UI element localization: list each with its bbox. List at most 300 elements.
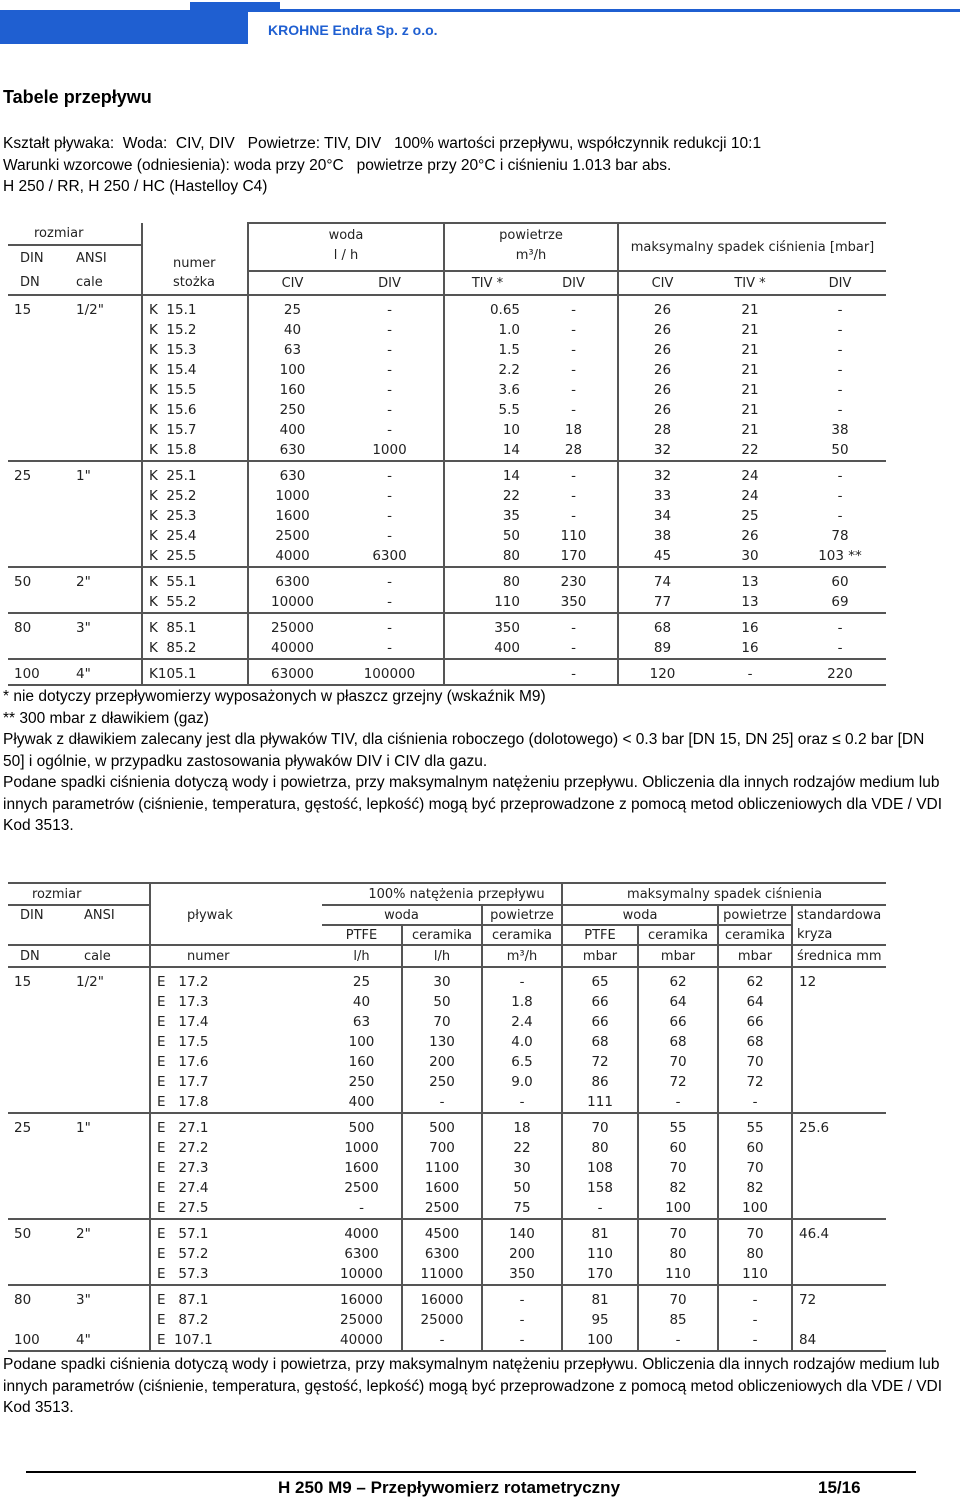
table-cell: 80: [444, 546, 530, 567]
note-line: Podane spadki ciśnienia dotyczą wody i powietrza, przy maksymalnym natężeniu przepływu. Obliczenia dla innych rodzajów medium lub innych parametrów (ciśnienie, temperatura, gęstość, lepkość) mogą być przeprowadzone z pomocą metod obliczeniowych dla VDE / VDI Kod 3513.: [3, 774, 943, 834]
table-cell: 3": [76, 620, 91, 636]
hdr-woda2: woda: [322, 905, 482, 925]
table-cell: 26: [618, 340, 706, 360]
table-cell: [70, 546, 142, 567]
table-cell: [8, 1264, 70, 1285]
table-cell: 4000: [248, 546, 336, 567]
table-cell: 110: [560, 528, 587, 544]
hdr-powietrze2: powietrze: [482, 905, 562, 925]
table-cell: 100: [348, 1034, 375, 1050]
table-cell: 70: [402, 1012, 482, 1032]
note-line: * nie dotyczy przepływomierzy wyposażonych w płaszcz grzejny (wskaźnik M9): [3, 688, 546, 705]
table-cell: E 17.4: [150, 1012, 322, 1032]
table-cell: -: [387, 488, 392, 504]
table-cell: 110: [718, 1264, 792, 1285]
table-cell: 140: [482, 1219, 562, 1244]
table-cell: [70, 400, 142, 420]
table-cell: 4": [70, 1330, 150, 1351]
table-cell: 32: [618, 461, 706, 486]
table-cell: [70, 360, 142, 380]
note-line: Pływak z dławikiem zalecany jest dla pływaków TIV, dla ciśnienia roboczego (dolotowego) < 0.3 bar [DN 15, DN 25] oraz ≤ 0.2 bar [DN 50] i ogólnie, w przypadku zastosowania pływaków DIV i CIV dla gazu.: [3, 731, 925, 770]
page-title: Tabele przepływu: [3, 87, 152, 107]
table-cell: [8, 380, 70, 400]
table-cell: -: [837, 382, 843, 398]
intro-line: Warunki wzorcowe (odniesienia): woda przy 20°C powietrze przy 20°C i ciśnieniu 1.013 bar abs.: [3, 156, 672, 174]
table-cell: 21: [741, 322, 759, 338]
table-cell: K 15.7: [142, 420, 248, 440]
table-cell: 33: [618, 486, 706, 506]
table-row: [8, 967, 886, 992]
hdr-civ: CIV: [618, 271, 706, 295]
table-cell: [70, 320, 142, 340]
table-cell: [70, 486, 142, 506]
table-cell: 38: [831, 422, 849, 438]
table-cell: 21: [741, 422, 759, 438]
hdr-ceramika: ceramika: [482, 925, 562, 945]
table-cell: 120: [618, 659, 706, 685]
table-cell: 26: [741, 528, 759, 544]
table-body: [8, 295, 886, 685]
table-cell: 22: [706, 440, 794, 461]
table-cell: [8, 340, 70, 360]
hdr-ptfe: PTFE: [322, 925, 402, 945]
table-cell: -: [336, 638, 444, 659]
table-cell: [792, 1052, 886, 1072]
table-cell: 16000: [340, 1292, 383, 1308]
table-cell: [8, 638, 70, 659]
table-cell: 350: [444, 613, 530, 638]
table-row: [8, 486, 886, 506]
table-row: [8, 1219, 886, 1244]
table-cell: 100000: [336, 659, 444, 685]
table-row: [8, 461, 886, 486]
table-cell: 4000: [344, 1226, 379, 1242]
table-cell: [8, 1138, 70, 1158]
table-cell: [8, 1310, 70, 1330]
table-cell: 350: [482, 1264, 562, 1285]
table-cell: 72: [638, 1072, 718, 1092]
table-cell: [8, 1012, 70, 1032]
table-cell: [70, 1310, 150, 1330]
table-cell: 38: [618, 526, 706, 546]
table-cell: 18: [564, 422, 583, 438]
table-cell: 46.4: [792, 1219, 886, 1244]
table-cell: 60: [831, 574, 849, 590]
table-cell: K 15.1: [142, 295, 248, 320]
table-cell: -: [387, 620, 392, 636]
table-cell: -: [571, 508, 576, 524]
table-cell: [792, 992, 886, 1012]
table-row: [8, 1285, 886, 1310]
hdr-lh: l/h: [402, 945, 482, 967]
table-row: [8, 526, 886, 546]
table-cell: -: [482, 1285, 562, 1310]
table-cell: [70, 380, 142, 400]
table-cell: E 27.3: [150, 1158, 322, 1178]
table-cell: 68: [562, 1032, 638, 1052]
flow-table-e: [8, 882, 886, 1352]
table-row: [8, 1198, 886, 1219]
hdr-srednica: średnica mm: [792, 945, 886, 967]
table-cell: [70, 1032, 150, 1052]
table-cell: -: [387, 382, 392, 398]
hdr-numer: numer: [150, 945, 322, 967]
hdr-powietrze-unit: m³/h: [515, 248, 547, 263]
table-cell: 28: [618, 420, 706, 440]
table-cell: [8, 1244, 70, 1264]
table-cell: -: [837, 402, 843, 418]
table-cell: 21: [741, 362, 759, 378]
table-cell: 170: [530, 546, 618, 567]
table-cell: 0.65: [444, 295, 530, 320]
table-cell: [70, 1198, 150, 1219]
table-cell: 5.5: [444, 400, 530, 420]
hdr-numer: numer: [173, 256, 216, 271]
table-cell: 64: [718, 992, 792, 1012]
table-cell: 100: [8, 1330, 70, 1351]
table-cell: 50: [14, 574, 32, 590]
table-cell: [8, 1198, 70, 1219]
table-cell: 80: [14, 1292, 32, 1308]
table-cell: 16000: [402, 1285, 482, 1310]
table-cell: 500: [348, 1120, 375, 1136]
table-cell: 30: [482, 1158, 562, 1178]
hdr-cale: cale: [70, 945, 150, 967]
table-cell: -: [837, 508, 843, 524]
table-cell: -: [837, 322, 843, 338]
table-cell: -: [562, 1198, 638, 1219]
table-cell: 74: [618, 567, 706, 592]
table-row: [8, 340, 886, 360]
table-row: [8, 440, 886, 461]
table-row: [8, 1032, 886, 1052]
table-cell: 25000: [340, 1312, 383, 1328]
table-cell: K 25.5: [142, 546, 248, 567]
table-row: [8, 360, 886, 380]
table-cell: [8, 486, 70, 506]
table-cell: -: [387, 508, 392, 524]
table-cell: 62: [718, 967, 792, 992]
table-cell: 6300: [336, 546, 444, 567]
table-cell: 80: [562, 1138, 638, 1158]
hdr-tiv: TIV *: [706, 271, 794, 295]
table-cell: 66: [718, 1012, 792, 1032]
table-cell: [792, 1310, 886, 1330]
table-cell: -: [571, 382, 576, 398]
table-cell: [792, 1138, 886, 1158]
table-cell: K 55.2: [142, 592, 248, 613]
table-cell: 1/2": [76, 302, 104, 318]
table-cell: K 15.8: [142, 440, 248, 461]
table-cell: 700: [402, 1138, 482, 1158]
table-cell: 2": [76, 574, 91, 590]
table-cell: 160: [348, 1054, 375, 1070]
table-row: [8, 546, 886, 567]
table-row: [8, 1092, 886, 1113]
table-cell: -: [402, 1092, 482, 1113]
table-cell: [8, 360, 70, 380]
table-cell: 1.8: [482, 992, 562, 1012]
table-cell: 65: [562, 967, 638, 992]
table-cell: [8, 1158, 70, 1178]
table-cell: -: [387, 342, 392, 358]
table-cell: [70, 526, 142, 546]
table-cell: 500: [402, 1113, 482, 1138]
table-cell: 45: [618, 546, 706, 567]
table-cell: [8, 546, 70, 567]
hdr-rozmiar: rozmiar: [8, 223, 142, 245]
table-cell: [70, 506, 142, 526]
table-cell: E 87.2: [150, 1310, 322, 1330]
table-cell: 55: [638, 1113, 718, 1138]
table-cell: E 17.2: [150, 967, 322, 992]
table-cell: 40: [248, 320, 336, 340]
hdr-lh: l/h: [322, 945, 402, 967]
table-cell: [8, 506, 70, 526]
table-cell: 24: [741, 488, 759, 504]
table-cell: 72: [718, 1072, 792, 1092]
table-cell: K 15.4: [142, 360, 248, 380]
table-cell: [792, 1264, 886, 1285]
table-cell: 70: [638, 1285, 718, 1310]
table-cell: 2.4: [482, 1012, 562, 1032]
table-cell: 1": [76, 1120, 91, 1136]
table-cell: 78: [831, 528, 849, 544]
table-row: [8, 638, 886, 659]
table-cell: K105.1: [142, 659, 248, 685]
hdr-ceramika: ceramika: [638, 925, 718, 945]
table-cell: 64: [638, 992, 718, 1012]
hdr-ptfe: PTFE: [562, 925, 638, 945]
table-cell: -: [837, 362, 843, 378]
table-cell: 30: [402, 967, 482, 992]
table-cell: E 107.1: [150, 1330, 322, 1351]
table-cell: 18: [482, 1113, 562, 1138]
table-cell: -: [336, 592, 444, 613]
table-cell: 72: [792, 1285, 886, 1310]
note-line: ** 300 mbar z dławikiem (gaz): [3, 709, 209, 727]
table-cell: 10: [444, 420, 530, 440]
table-cell: 14: [444, 440, 530, 461]
table-cell: 84: [792, 1330, 886, 1351]
table-cell: [70, 1244, 150, 1264]
table-cell: [8, 1072, 70, 1092]
table-cell: E 27.4: [150, 1178, 322, 1198]
table-cell: 68: [638, 1032, 718, 1052]
hdr-powietrze: powietrze: [499, 228, 563, 243]
table-cell: E 17.5: [150, 1032, 322, 1052]
table-cell: K 15.5: [142, 380, 248, 400]
table-cell: [70, 1012, 150, 1032]
table-cell: 6300: [344, 1246, 379, 1262]
table-cell: 70: [638, 1052, 718, 1072]
table-cell: [792, 1158, 886, 1178]
table-cell: 35: [444, 506, 530, 526]
table-cell: 26: [618, 400, 706, 420]
table-row: [8, 1178, 886, 1198]
table-cell: 72: [562, 1052, 638, 1072]
hdr-woda3: woda: [562, 905, 718, 925]
table-cell: [444, 659, 530, 685]
table-cell: 4500: [402, 1219, 482, 1244]
table-row: [8, 1264, 886, 1285]
table-cell: K 25.1: [142, 461, 248, 486]
table-cell: 100: [562, 1330, 638, 1351]
table-cell: 26: [618, 360, 706, 380]
table-cell: 14: [444, 461, 530, 486]
table-cell: 30: [706, 546, 794, 567]
table-cell: 170: [562, 1264, 638, 1285]
table-cell: 400: [322, 1092, 402, 1113]
table-cell: 82: [638, 1178, 718, 1198]
hdr-ceramika: ceramika: [402, 925, 482, 945]
table-cell: 1.5: [444, 340, 530, 360]
hdr-din: DIN: [20, 908, 44, 923]
table-cell: 1100: [402, 1158, 482, 1178]
table-cell: [8, 420, 70, 440]
table-cell: 21: [741, 342, 759, 358]
table-cell: 63: [352, 1014, 371, 1030]
table-cell: 80: [444, 567, 530, 592]
table-cell: [8, 526, 70, 546]
hdr-cale: cale: [70, 271, 142, 295]
table-cell: -: [482, 1330, 562, 1351]
table-cell: 220: [794, 659, 886, 685]
table-row: [8, 400, 886, 420]
table-cell: 66: [562, 1012, 638, 1032]
table-cell: 1600: [402, 1178, 482, 1198]
table-cell: 110: [638, 1264, 718, 1285]
table-cell: 50: [444, 526, 530, 546]
table-cell: 130: [402, 1032, 482, 1052]
table-row: [8, 295, 886, 320]
table-cell: -: [387, 322, 392, 338]
table-cell: 66: [562, 992, 638, 1012]
hdr-tiv: TIV *: [444, 271, 530, 295]
table-cell: -: [530, 659, 618, 685]
table-cell: 400: [444, 638, 530, 659]
table-cell: E 27.2: [150, 1138, 322, 1158]
table-cell: 55: [718, 1113, 792, 1138]
table-cell: 40: [352, 994, 371, 1010]
table-cell: 4.0: [482, 1032, 562, 1052]
table-cell: -: [530, 638, 618, 659]
table-cell: -: [571, 342, 576, 358]
table-cell: [8, 400, 70, 420]
table-cell: 111: [562, 1092, 638, 1113]
table-cell: -: [571, 620, 576, 636]
table-cell: -: [387, 468, 392, 484]
table-cell: 2.2: [444, 360, 530, 380]
table-cell: -: [387, 528, 392, 544]
table-row: [8, 659, 886, 685]
table-cell: -: [638, 1092, 718, 1113]
table-row: [8, 567, 886, 592]
hdr-woda-unit: l / h: [333, 248, 359, 263]
table-row: [8, 613, 886, 638]
table-cell: 85: [638, 1310, 718, 1330]
table-cell: [70, 1264, 150, 1285]
table-cell: -: [718, 1285, 792, 1310]
table-cell: 3": [76, 1292, 91, 1308]
table-cell: 10000: [322, 1264, 402, 1285]
table-cell: 22: [444, 486, 530, 506]
table-cell: 6300: [248, 567, 336, 592]
table-cell: [792, 1072, 886, 1092]
table-cell: 26: [618, 295, 706, 320]
table-cell: 400: [248, 420, 336, 440]
table-cell: E 17.3: [150, 992, 322, 1012]
table-cell: 86: [562, 1072, 638, 1092]
table-cell: 95: [562, 1310, 638, 1330]
table-cell: 13: [706, 592, 794, 613]
table-cell: K 85.1: [142, 613, 248, 638]
table-cell: -: [706, 659, 794, 685]
table-cell: 15: [14, 974, 32, 990]
table-row: [8, 1113, 886, 1138]
hdr-rozmiar: rozmiar: [8, 883, 150, 905]
table-cell: [70, 420, 142, 440]
table-cell: 50: [794, 440, 886, 461]
table-cell: 110: [444, 592, 530, 613]
hdr-dn: DN: [8, 945, 70, 967]
table-cell: 70: [638, 1158, 718, 1178]
table-cell: 2": [76, 1226, 91, 1242]
table-cell: K 25.4: [142, 526, 248, 546]
company-name: KROHNE Endra Sp. z o.o.: [268, 22, 438, 38]
table-cell: E 17.6: [150, 1052, 322, 1072]
table-cell: 80: [718, 1244, 792, 1264]
table-cell: [8, 992, 70, 1012]
table-row: [8, 1310, 886, 1330]
table-cell: 32: [618, 440, 706, 461]
table-cell: 230: [560, 574, 587, 590]
table-cell: [70, 1158, 150, 1178]
hdr-stozka: stożka: [173, 275, 215, 290]
table-cell: 100: [638, 1198, 718, 1219]
table-cell: [70, 992, 150, 1012]
table-cell: [792, 1178, 886, 1198]
table-cell: K 15.2: [142, 320, 248, 340]
table-cell: [70, 1178, 150, 1198]
hdr-spadek: maksymalny spadek ciśnienia [mbar]: [618, 223, 886, 271]
table-cell: -: [718, 1330, 792, 1351]
flow-table-k: [8, 222, 886, 686]
table-cell: 68: [718, 1032, 792, 1052]
table-cell: 100: [8, 659, 70, 685]
table-row: [8, 1330, 886, 1351]
table-cell: 100: [718, 1198, 792, 1219]
table-cell: -: [837, 302, 843, 318]
table-cell: 1000: [336, 440, 444, 461]
table-cell: 1/2": [76, 974, 104, 990]
table-row: [8, 1158, 886, 1178]
table-cell: -: [718, 1092, 792, 1113]
table-cell: 70: [638, 1219, 718, 1244]
table-cell: 108: [562, 1158, 638, 1178]
table-cell: -: [571, 362, 576, 378]
table-cell: -: [718, 1310, 792, 1330]
table-cell: [70, 1138, 150, 1158]
table-body: [8, 967, 886, 1351]
table-cell: -: [571, 322, 576, 338]
page-number: 15/16: [818, 1478, 861, 1497]
table-cell: 25000: [402, 1310, 482, 1330]
table-cell: 70: [718, 1219, 792, 1244]
hdr-div: DIV: [530, 271, 618, 295]
table-cell: 26: [618, 380, 706, 400]
table-cell: 25: [352, 974, 371, 990]
